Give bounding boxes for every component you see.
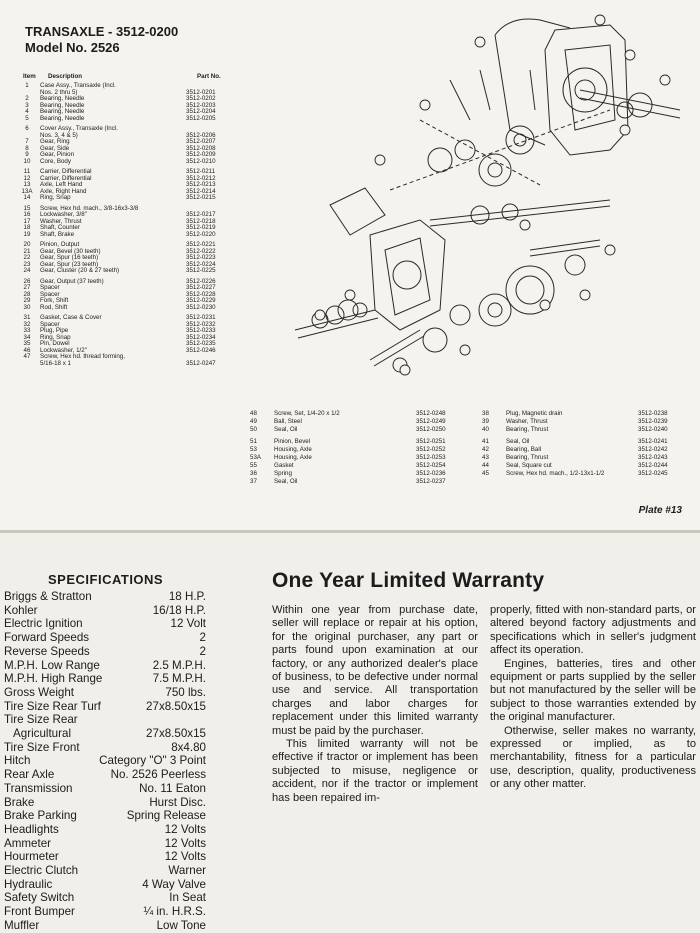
part-number: 3512-0241 xyxy=(638,438,668,445)
part-description: Bearing, Needle xyxy=(40,101,85,109)
part-description: Bearing, Ball xyxy=(506,446,542,453)
part-number: 3512-0243 xyxy=(638,454,668,461)
part-description: Gear, Spur (16 teeth) xyxy=(40,254,99,261)
spec-label: Brake Parking xyxy=(4,809,77,823)
spec-value: Category "O" 3 Point xyxy=(99,754,206,768)
part-item: 15 xyxy=(23,204,31,212)
part-description: Washer, Thrust xyxy=(40,217,82,225)
part-row xyxy=(20,116,230,123)
plate-number: Plate #13 xyxy=(638,505,682,516)
part-item: 37 xyxy=(250,478,257,485)
part-description: Screw, Hex hd. mach., 1/2-13x1-1/2 xyxy=(506,470,605,477)
spec-row xyxy=(4,590,206,604)
part-number: 3512-0209 xyxy=(186,151,216,158)
spec-value: 12 Volts xyxy=(164,822,206,836)
spec-label: Rear Axle xyxy=(4,768,55,782)
part-item: 32 xyxy=(23,320,31,328)
spec-value: No. 11 Eaton xyxy=(139,781,206,795)
part-number: 3512-0254 xyxy=(416,462,446,469)
part-item: 13A xyxy=(21,187,33,195)
part-description: Gear, Bevel (30 teeth) xyxy=(40,247,101,255)
part-number: 3512-0234 xyxy=(186,333,216,341)
spec-row xyxy=(4,823,206,837)
spec-row xyxy=(4,864,206,878)
page-divider xyxy=(0,530,700,533)
specifications-title: SPECIFICATIONS xyxy=(48,572,164,587)
part-row xyxy=(482,462,682,470)
spec-value: 4 Way Valve xyxy=(142,877,206,891)
part-row xyxy=(20,159,230,166)
spec-row xyxy=(4,741,206,755)
spec-label: Kohler xyxy=(4,603,38,617)
spec-row xyxy=(4,754,206,768)
spec-label: Brake xyxy=(4,795,35,809)
spec-row xyxy=(4,713,206,727)
part-row xyxy=(250,478,460,486)
part-number: 3512-0215 xyxy=(186,194,216,201)
part-description: Axle, Right Hand xyxy=(40,187,87,195)
part-item: 5 xyxy=(25,114,29,122)
part-description: Carrier, Differential xyxy=(40,174,92,182)
spec-value: No. 2526 Peerless xyxy=(110,768,206,782)
spec-value: 12 Volt xyxy=(170,617,206,631)
part-number: 3512-0242 xyxy=(638,446,668,453)
part-description: Seal, Square cut xyxy=(506,462,552,469)
spec-row xyxy=(4,631,206,645)
part-number: 3512-0210 xyxy=(186,157,216,165)
part-description: Gear, Spur (23 teeth) xyxy=(40,260,99,268)
spec-label: Electric Clutch xyxy=(4,864,79,878)
warranty-paragraph: This limited warranty will not be effective if tractor or implement has been subjected to misuse, negligence or accident, nor if the tractor or implement has been repaired im- xyxy=(272,738,478,804)
part-item: 23 xyxy=(23,260,31,268)
part-number: 3512-0205 xyxy=(186,114,216,122)
part-description: Spacer xyxy=(40,320,60,328)
warranty-title: One Year Limited Warranty xyxy=(272,569,545,592)
part-description: Carrier, Differential xyxy=(40,168,92,175)
part-description: Gasket xyxy=(274,462,294,469)
part-number: 3512-0249 xyxy=(416,418,446,425)
part-row xyxy=(482,438,682,446)
part-number: 3512-0230 xyxy=(186,303,216,311)
part-number: 3512-0222 xyxy=(186,247,216,255)
plate-model: Model No. 2526 xyxy=(25,40,120,55)
spec-value: 7.5 M.P.H. xyxy=(152,672,206,686)
spec-value: ¼ in. H.R.S. xyxy=(143,905,206,919)
part-item: 43 xyxy=(482,454,489,461)
spec-row xyxy=(4,727,206,741)
part-item: 29 xyxy=(23,297,31,304)
part-number: 3512-0244 xyxy=(638,462,668,469)
part-item: 10 xyxy=(23,157,31,165)
part-row xyxy=(250,462,460,470)
part-description: Ball, Steel xyxy=(274,418,302,425)
part-item: 47 xyxy=(23,353,31,360)
spec-row xyxy=(4,837,206,851)
part-description: Bearing, Needle xyxy=(40,95,85,102)
part-item: 55 xyxy=(250,462,257,469)
part-number: 3512-0248 xyxy=(416,410,446,417)
part-number: 3512-0214 xyxy=(186,187,216,195)
part-item: 24 xyxy=(23,267,31,274)
part-number: 3512-0201 xyxy=(186,88,216,96)
spec-label: Electric Ignition xyxy=(4,617,83,631)
warranty-paragraph: Within one year from purchase date, seller will replace or repair at his option, for the original purchaser, any part or parts found upon examination at our factory, or any authorized dealer's place of business, to be defective under normal use and service. All transportation charges and labor charges for replacement under this limited warranty must be paid by the purchaser. xyxy=(272,604,478,737)
part-description: Housing, Axle xyxy=(274,454,312,461)
spec-value: 27x8.50x15 xyxy=(146,727,206,741)
parts-list-left xyxy=(20,83,230,367)
part-row xyxy=(250,438,460,446)
part-description: Washer, Thrust xyxy=(506,418,548,425)
spec-row xyxy=(4,645,206,659)
part-row xyxy=(482,470,682,478)
part-description: Core, Body xyxy=(40,157,71,165)
part-description: Bearing, Thrust xyxy=(506,426,549,433)
part-number: 3512-0208 xyxy=(186,144,216,152)
part-description: Lockwasher, 1/2" xyxy=(40,346,87,354)
spec-value: 12 Volts xyxy=(164,850,206,864)
part-number: 3512-0247 xyxy=(186,359,216,367)
part-number: 3512-0229 xyxy=(186,297,216,304)
warranty-paragraph: Otherwise, seller makes no warranty, expressed or implied, as to merchantability, fitness for a particular use, description, quality, productiveness or any other matter. xyxy=(490,724,696,791)
part-item: 30 xyxy=(23,303,31,311)
part-item: 33 xyxy=(23,327,31,334)
spec-row xyxy=(4,617,206,631)
part-description: Plug, Magnetic drain xyxy=(506,410,563,417)
part-item: 21 xyxy=(23,247,31,255)
part-description: Bearing, Thrust xyxy=(506,454,549,461)
part-description: Seal, Oil xyxy=(274,426,298,433)
spec-label: Hydraulic xyxy=(4,877,53,891)
part-row xyxy=(250,470,460,478)
part-item: 17 xyxy=(23,217,31,225)
part-row xyxy=(250,418,460,426)
part-item: 3 xyxy=(25,101,29,109)
part-description: Plug, Pipe xyxy=(40,327,69,334)
part-number: 3512-0223 xyxy=(186,254,216,261)
spec-label: Agricultural xyxy=(4,727,72,741)
part-item: 7 xyxy=(25,138,29,145)
part-item xyxy=(20,361,34,368)
part-description: Shaft, Counter xyxy=(40,224,80,231)
warranty-column-2 xyxy=(490,604,696,792)
part-description: Screw, Hex hd. mach., 3/8-16x3-3/8 xyxy=(40,204,139,212)
spec-row xyxy=(4,700,206,714)
spec-label: Hitch xyxy=(4,754,31,768)
part-item: 2 xyxy=(25,95,29,102)
spec-label: Tire Size Front xyxy=(4,740,80,754)
part-number: 3512-0224 xyxy=(186,260,216,268)
part-item: 1 xyxy=(25,82,29,89)
spec-value: Warner xyxy=(168,864,206,878)
part-description: Lockwasher, 3/8" xyxy=(40,211,87,218)
part-item: 4 xyxy=(25,108,29,115)
spec-label: M.P.H. High Range xyxy=(4,672,103,686)
part-number: 3512-0221 xyxy=(186,241,216,248)
spec-value: Low Tone xyxy=(156,918,206,932)
part-number: 3512-0213 xyxy=(186,181,216,188)
part-row xyxy=(250,454,460,462)
part-row xyxy=(250,410,460,418)
part-item: 41 xyxy=(482,438,489,445)
part-item: 26 xyxy=(23,277,31,285)
part-item: 8 xyxy=(25,144,29,152)
spec-value: 12 Volts xyxy=(164,836,206,850)
part-row xyxy=(250,446,460,454)
part-number: 3512-0239 xyxy=(638,418,668,425)
part-number: 3512-0245 xyxy=(638,470,668,477)
spec-value: Spring Release xyxy=(126,809,206,823)
part-description: Gasket, Case & Cover xyxy=(40,314,102,321)
part-item: 22 xyxy=(23,254,31,261)
part-row xyxy=(20,305,230,312)
part-number: 3512-0253 xyxy=(416,454,446,461)
part-item: 19 xyxy=(23,230,31,238)
part-number: 3512-0232 xyxy=(186,320,216,328)
part-description: Seal, Oil xyxy=(274,478,298,485)
part-item: 18 xyxy=(23,224,31,231)
part-item: 45 xyxy=(482,470,489,477)
part-row xyxy=(482,418,682,426)
spec-label: Front Bumper xyxy=(4,905,75,919)
part-row xyxy=(20,361,230,368)
part-number: 3512-0217 xyxy=(186,211,216,218)
spec-value: 16/18 H.P. xyxy=(152,603,206,617)
part-description: Screw, Hex hd. thread forming, xyxy=(40,353,125,360)
part-number: 3512-0233 xyxy=(186,327,216,334)
spec-label: M.P.H. Low Range xyxy=(4,658,100,672)
part-number: 3512-0251 xyxy=(416,438,446,445)
spec-row xyxy=(4,768,206,782)
part-description: 5/16-18 x 1 xyxy=(40,359,71,367)
part-description: Spacer xyxy=(40,284,60,291)
part-description: Cover Assy., Transaxle (Incl. xyxy=(40,125,118,132)
part-description: Fork, Shift xyxy=(40,297,69,304)
part-row xyxy=(482,426,682,434)
part-item: 14 xyxy=(23,194,31,201)
part-item: 27 xyxy=(23,284,31,291)
part-item: 42 xyxy=(482,446,489,453)
part-number: 3512-0228 xyxy=(186,290,216,298)
warranty-column-1 xyxy=(272,604,478,805)
part-description: Spacer xyxy=(40,290,60,298)
part-item: 38 xyxy=(482,410,489,417)
part-item: 50 xyxy=(250,426,257,433)
spec-row xyxy=(4,796,206,810)
spec-row xyxy=(4,659,206,673)
part-row xyxy=(20,268,230,275)
warranty-paragraph: Engines, batteries, tires and other equipment or parts supplied by the seller but not manufactured by the seller will be subject to those warranties extended by the original manufacturer. xyxy=(490,657,696,724)
part-description: Axle, Left Hand xyxy=(40,181,83,188)
part-description: Rod, Shift xyxy=(40,303,68,311)
part-description: Pin, Dowel xyxy=(40,340,70,347)
part-number: 3512-0207 xyxy=(186,138,216,145)
spec-row xyxy=(4,672,206,686)
part-number: 3512-0226 xyxy=(186,277,216,285)
part-item: 31 xyxy=(23,314,31,321)
spec-row xyxy=(4,686,206,700)
part-description: Gear, Side xyxy=(40,144,70,152)
part-number: 3512-0225 xyxy=(186,267,216,274)
part-item: 39 xyxy=(482,418,489,425)
part-row xyxy=(20,232,230,239)
part-description: Shaft, Brake xyxy=(40,230,75,238)
part-description: Ring, Snap xyxy=(40,333,71,341)
spec-label: Transmission xyxy=(4,781,73,795)
spec-label: Muffler xyxy=(4,918,40,932)
warranty-paragraph: properly, fitted with non-standard parts, or altered beyond factory adjustments and specifications which in seller's judgment affect its operation. xyxy=(490,604,696,657)
part-description: Pinion, Output xyxy=(40,241,80,248)
spec-row xyxy=(4,905,206,919)
part-number: 3512-0206 xyxy=(186,131,216,139)
part-item: 49 xyxy=(250,418,257,425)
part-item: 53A xyxy=(250,454,262,461)
part-item: 36 xyxy=(250,470,257,477)
part-row xyxy=(482,454,682,462)
part-number: 3512-0211 xyxy=(186,168,216,175)
part-description: Gear, Output (37 teeth) xyxy=(40,277,104,285)
part-number: 3512-0204 xyxy=(186,108,216,115)
part-description: Bearing, Needle xyxy=(40,108,85,115)
part-row xyxy=(482,446,682,454)
part-item: 51 xyxy=(250,438,257,445)
part-description: Ring, Snap xyxy=(40,194,71,201)
part-number: 3512-0237 xyxy=(416,478,446,485)
spec-value: 8x4.80 xyxy=(171,740,206,754)
spec-value: 2 xyxy=(199,644,206,658)
part-item: 53 xyxy=(250,446,257,453)
spec-value: 2 xyxy=(199,631,206,645)
transaxle-exploded-diagram-icon xyxy=(280,10,690,410)
part-number: 3512-0227 xyxy=(186,284,216,291)
parts-list-right xyxy=(482,410,682,478)
col-part-header: Part No. xyxy=(197,73,221,80)
part-number: 3512-0238 xyxy=(638,410,668,417)
part-item: 44 xyxy=(482,462,489,469)
part-description: Screw, Set, 1/4-20 x 1/2 xyxy=(274,410,340,417)
spec-value: 27x8.50x15 xyxy=(146,699,206,713)
part-number: 3512-0231 xyxy=(186,314,216,321)
part-number: 3512-0246 xyxy=(186,346,216,354)
plate-title: TRANSAXLE - 3512-0200 xyxy=(25,24,179,39)
part-item: 16 xyxy=(23,211,31,218)
spec-label: Gross Weight xyxy=(4,685,75,699)
part-description: Bearing, Needle xyxy=(40,114,85,122)
part-number: 3512-0235 xyxy=(186,340,216,347)
part-item: 6 xyxy=(25,125,29,132)
part-item: 34 xyxy=(23,333,31,341)
part-number: 3512-0218 xyxy=(186,217,216,225)
spec-row xyxy=(4,850,206,864)
part-description: Case Assy., Transaxle (Incl. xyxy=(40,82,116,89)
spec-label: Reverse Speeds xyxy=(4,644,90,658)
part-number: 3512-0240 xyxy=(638,426,668,433)
spec-row xyxy=(4,809,206,823)
part-item: 20 xyxy=(23,241,31,248)
spec-label: Ammeter xyxy=(4,836,52,850)
part-description: Gear, Pinion xyxy=(40,151,75,158)
spec-label: Hourmeter xyxy=(4,850,59,864)
part-description: Nos. 2 thru 5) xyxy=(40,88,78,96)
part-number: 3512-0202 xyxy=(186,95,216,102)
part-row xyxy=(250,426,460,434)
part-number: 3512-0220 xyxy=(186,230,216,238)
part-description: Gear, Ring xyxy=(40,138,70,145)
col-desc-header: Description xyxy=(48,73,83,80)
part-item: 13 xyxy=(23,181,31,188)
spec-row xyxy=(4,919,206,933)
parts-list-middle xyxy=(250,410,460,486)
spec-value: 18 H.P. xyxy=(168,590,206,603)
part-number: 3512-0212 xyxy=(186,174,216,182)
spec-value: 2.5 M.P.H. xyxy=(152,658,206,672)
part-row xyxy=(20,195,230,202)
spec-value: Hurst Disc. xyxy=(149,795,206,809)
specifications-list xyxy=(4,590,206,933)
part-description: Gear, Cluster (20 & 27 teeth) xyxy=(40,267,120,274)
part-number: 3512-0203 xyxy=(186,101,216,109)
col-item-header: Item xyxy=(23,73,36,80)
part-item: 28 xyxy=(23,290,31,298)
part-item: 40 xyxy=(482,426,489,433)
spec-label: Headlights xyxy=(4,822,59,836)
part-description: Housing, Axle xyxy=(274,446,312,453)
part-item: 12 xyxy=(23,174,31,182)
part-number: 3512-0219 xyxy=(186,224,216,231)
spec-label: Briggs & Stratton xyxy=(4,590,92,603)
spec-value: 750 lbs. xyxy=(165,685,206,699)
part-number: 3512-0250 xyxy=(416,426,446,433)
part-description: Spring xyxy=(274,470,292,477)
part-row xyxy=(482,410,682,418)
part-number: 3512-0252 xyxy=(416,446,446,453)
spec-value: In Seat xyxy=(169,891,206,905)
part-item: 11 xyxy=(23,168,31,175)
part-item: 35 xyxy=(23,340,31,347)
part-item: 9 xyxy=(25,151,29,158)
part-item: 46 xyxy=(23,346,31,354)
spec-label: Safety Switch xyxy=(4,891,75,905)
part-description: Pinion, Bevel xyxy=(274,438,311,445)
part-item: 48 xyxy=(250,410,257,417)
spec-row xyxy=(4,878,206,892)
spec-label: Tire Size Rear xyxy=(4,713,78,727)
spec-row xyxy=(4,891,206,905)
spec-label: Tire Size Rear Turf xyxy=(4,699,101,713)
part-description: Seal, Oil xyxy=(506,438,530,445)
spec-row xyxy=(4,604,206,618)
part-number: 3512-0236 xyxy=(416,470,446,477)
spec-label: Forward Speeds xyxy=(4,631,90,645)
spec-row xyxy=(4,782,206,796)
part-description: Nos. 3, 4 & 5) xyxy=(40,131,78,139)
